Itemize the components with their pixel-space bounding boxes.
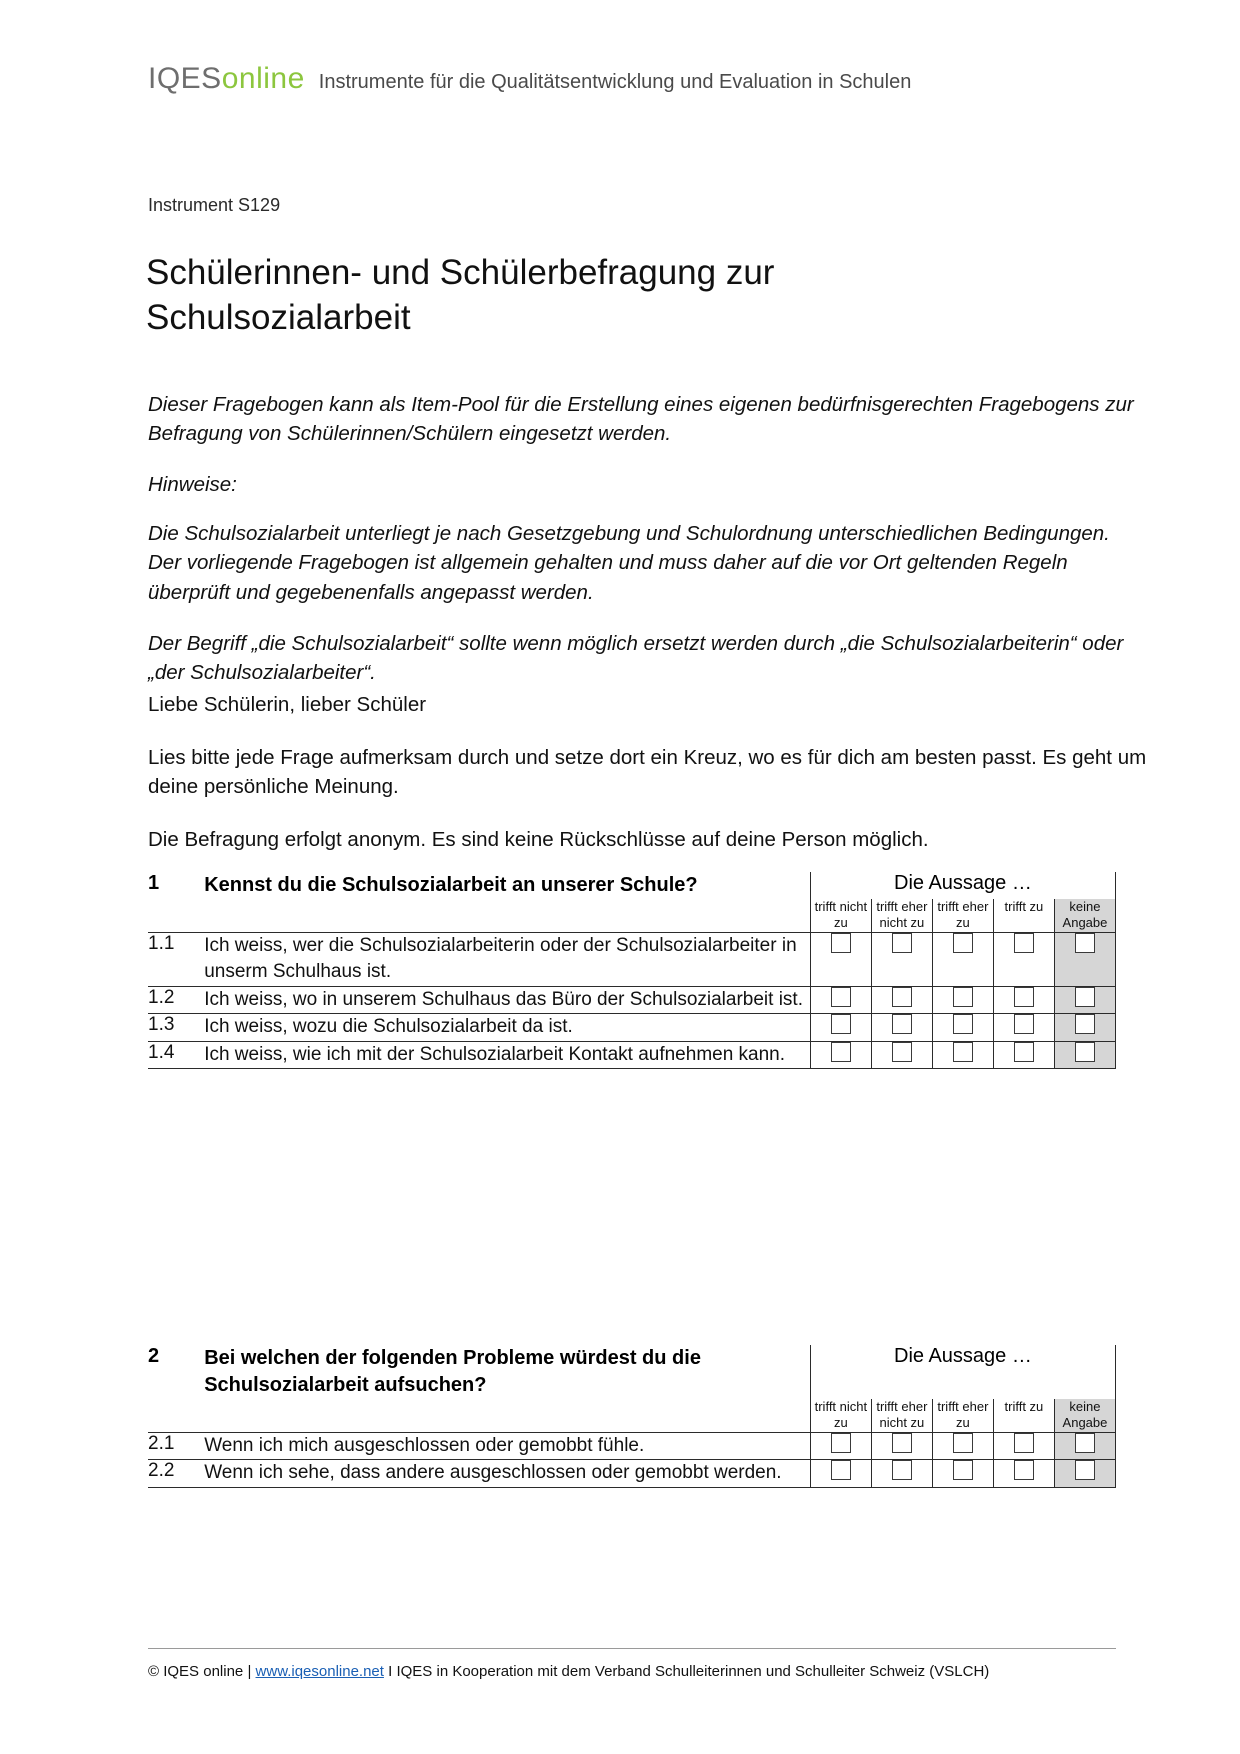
logo-iqes-text: IQES [148, 62, 222, 95]
checkbox-icon[interactable] [1014, 1460, 1034, 1480]
question-table-2 [148, 1345, 1116, 1488]
checkbox-cell-2[interactable] [871, 1460, 932, 1488]
checkbox-cell-5[interactable] [1054, 1432, 1115, 1460]
question-header-row [148, 1345, 1116, 1399]
salutation-section [148, 690, 1158, 878]
checkbox-icon[interactable] [892, 1433, 912, 1453]
checkbox-cell-3[interactable] [932, 932, 993, 986]
table-row [148, 1014, 1116, 1042]
checkbox-icon[interactable] [1075, 933, 1095, 953]
checkbox-icon[interactable] [1075, 1460, 1095, 1480]
question-title: Bei welchen der folgenden Probleme würdest du die Schulsozialarbeit aufsuchen? [204, 1347, 701, 1396]
checkbox-icon[interactable] [892, 1042, 912, 1062]
checkbox-cell-5[interactable] [1054, 1460, 1115, 1488]
item-number: 1.4 [148, 1041, 204, 1069]
footer-separator-1: | [247, 1663, 252, 1680]
table-row [148, 1432, 1116, 1460]
checkbox-cell-5[interactable] [1054, 1014, 1115, 1042]
checkbox-icon[interactable] [953, 1042, 973, 1062]
intro-paragraph-3: Die Schulsozialarbeit unterliegt je nach Gesetzgebung und Schulordnung unterschiedlichen Bedingungen. Der vorliegende Fragebogen ist allgemein gehalten und muss daher auf die vor Ort geltenden Regeln überprüft und gegebenenfalls angepasst werden. [148, 522, 1110, 604]
scale-option-2: trifft eher nicht zu [871, 899, 932, 932]
item-text: Wenn ich mich ausgeschlossen oder gemobbt fühle. [204, 1432, 810, 1460]
checkbox-cell-3[interactable] [932, 1460, 993, 1488]
checkbox-cell-3[interactable] [932, 1041, 993, 1069]
checkbox-cell-3[interactable] [932, 986, 993, 1014]
table-bottom-rule [148, 1069, 1116, 1070]
checkbox-icon[interactable] [831, 1042, 851, 1062]
checkbox-icon[interactable] [1075, 1042, 1095, 1062]
scale-option-1: trifft nicht zu [810, 1399, 871, 1432]
checkbox-cell-4[interactable] [993, 986, 1054, 1014]
checkbox-cell-1[interactable] [810, 1460, 871, 1488]
checkbox-icon[interactable] [1075, 987, 1095, 1007]
intro-paragraph-2: Hinweise: [148, 473, 237, 497]
checkbox-cell-1[interactable] [810, 1014, 871, 1042]
checkbox-cell-3[interactable] [932, 1432, 993, 1460]
footer-copyright: © IQES online [148, 1663, 244, 1680]
checkbox-icon[interactable] [1014, 933, 1034, 953]
item-text: Ich weiss, wo in unserem Schulhaus das Büro der Schulsozialarbeit ist. [204, 986, 810, 1014]
checkbox-icon[interactable] [953, 933, 973, 953]
checkbox-cell-2[interactable] [871, 932, 932, 986]
scale-option-4: trifft zu [993, 899, 1054, 932]
item-number: 2.2 [148, 1460, 204, 1488]
item-text: Ich weiss, wie ich mit der Schulsozialarbeit Kontakt aufnehmen kann. [204, 1041, 810, 1069]
intro-section [148, 390, 1148, 709]
checkbox-icon[interactable] [892, 1460, 912, 1480]
scale-option-1: trifft nicht zu [810, 899, 871, 932]
iqes-logo [148, 62, 305, 96]
checkbox-cell-1[interactable] [810, 986, 871, 1014]
question-table-1 [148, 872, 1116, 1069]
checkbox-icon[interactable] [953, 987, 973, 1007]
intro-paragraph-1: Dieser Fragebogen kann als Item-Pool für die Erstellung eines eigenen bedürfnisgerechten Fragebogens zur Befragung von Schülerinnen/Schülern eingesetzt werden. [148, 393, 1134, 446]
question-block-2 [148, 1345, 1116, 1488]
scale-option-4: trifft zu [993, 1399, 1054, 1432]
checkbox-icon[interactable] [1014, 987, 1034, 1007]
table-bottom-rule [148, 1487, 1116, 1488]
scale-option-5: keine Angabe [1054, 1399, 1115, 1432]
checkbox-icon[interactable] [892, 987, 912, 1007]
scale-option-3: trifft eher zu [932, 899, 993, 932]
checkbox-icon[interactable] [953, 1014, 973, 1034]
question-block-1 [148, 872, 1116, 1069]
checkbox-cell-2[interactable] [871, 1041, 932, 1069]
checkbox-icon[interactable] [953, 1433, 973, 1453]
item-number: 2.1 [148, 1432, 204, 1460]
checkbox-icon[interactable] [831, 987, 851, 1007]
checkbox-icon[interactable] [831, 1014, 851, 1034]
checkbox-cell-5[interactable] [1054, 932, 1115, 986]
checkbox-cell-4[interactable] [993, 1460, 1054, 1488]
item-number: 1.2 [148, 986, 204, 1014]
footer-note: IQES in Kooperation mit dem Verband Schulleiterinnen und Schulleiter Schweiz (VSLCH) [396, 1663, 990, 1680]
salutation-instruction: Lies bitte jede Frage aufmerksam durch und setze dort ein Kreuz, wo es für dich am besten passt. Es geht um deine persönliche Meinung. [148, 746, 1147, 799]
question-title: Kennst du die Schulsozialarbeit an unserer Schule? [204, 874, 698, 896]
scale-group-label: Die Aussage … [810, 1345, 1115, 1399]
item-text: Ich weiss, wer die Schulsozialarbeiterin oder der Schulsozialarbeiter in unserm Schulhaus ist. [204, 932, 810, 986]
logo-online-text: online [221, 62, 305, 95]
item-number: 1.3 [148, 1014, 204, 1042]
checkbox-cell-4[interactable] [993, 932, 1054, 986]
checkbox-cell-2[interactable] [871, 1432, 932, 1460]
checkbox-cell-4[interactable] [993, 1014, 1054, 1042]
table-row [148, 1460, 1116, 1488]
question-number: 2 [148, 1345, 160, 1367]
checkbox-icon[interactable] [953, 1460, 973, 1480]
checkbox-cell-1[interactable] [810, 1432, 871, 1460]
checkbox-icon[interactable] [1014, 1014, 1034, 1034]
checkbox-icon[interactable] [892, 933, 912, 953]
checkbox-cell-2[interactable] [871, 1014, 932, 1042]
checkbox-icon[interactable] [831, 1433, 851, 1453]
scale-labels-row [148, 1399, 1116, 1432]
checkbox-icon[interactable] [1014, 1433, 1034, 1453]
table-row [148, 932, 1116, 986]
salutation-anonymity-note: Die Befragung erfolgt anonym. Es sind keine Rückschlüsse auf deine Person möglich. [148, 828, 929, 852]
scale-option-5: keine Angabe [1054, 899, 1115, 932]
item-number: 1.1 [148, 932, 204, 986]
salutation-greeting: Liebe Schülerin, lieber Schüler [148, 693, 427, 716]
checkbox-cell-3[interactable] [932, 1014, 993, 1042]
table-row [148, 986, 1116, 1014]
scale-labels-row [148, 899, 1116, 932]
checkbox-icon[interactable] [831, 1460, 851, 1480]
header-tagline: Instrumente für die Qualitätsentwicklung und Evaluation in Schulen [318, 71, 912, 93]
scale-option-3: trifft eher zu [932, 1399, 993, 1432]
footer-website-link[interactable]: www.iqesonline.net [255, 1663, 384, 1680]
page-title: Schülerinnen- und Schülerbefragung zur Schulsozialarbeit [146, 253, 775, 338]
page-footer [148, 1648, 1116, 1680]
question-header-row [148, 872, 1116, 899]
item-text: Ich weiss, wozu die Schulsozialarbeit da ist. [204, 1014, 810, 1042]
scale-group-label: Die Aussage … [810, 872, 1115, 899]
checkbox-cell-2[interactable] [871, 986, 932, 1014]
checkbox-cell-4[interactable] [993, 1432, 1054, 1460]
checkbox-cell-4[interactable] [993, 1041, 1054, 1069]
checkbox-icon[interactable] [1075, 1433, 1095, 1453]
intro-paragraph-4: Der Begriff „die Schulsozialarbeit“ sollte wenn möglich ersetzt werden durch „die Schulsozialarbeiterin“ oder „der Schulsozialarbeiter“. [148, 631, 1124, 684]
checkbox-cell-1[interactable] [810, 932, 871, 986]
instrument-id: Instrument S129 [148, 195, 281, 215]
checkbox-cell-1[interactable] [810, 1041, 871, 1069]
checkbox-icon[interactable] [1075, 1014, 1095, 1034]
table-row [148, 1041, 1116, 1069]
page-header [148, 62, 911, 96]
checkbox-cell-5[interactable] [1054, 1041, 1115, 1069]
checkbox-icon[interactable] [831, 933, 851, 953]
checkbox-icon[interactable] [1014, 1042, 1034, 1062]
footer-separator-2: I [388, 1663, 393, 1680]
scale-option-2: trifft eher nicht zu [871, 1399, 932, 1432]
checkbox-cell-5[interactable] [1054, 986, 1115, 1014]
item-text: Wenn ich sehe, dass andere ausgeschlossen oder gemobbt werden. [204, 1460, 810, 1488]
checkbox-icon[interactable] [892, 1014, 912, 1034]
question-number: 1 [148, 872, 160, 894]
